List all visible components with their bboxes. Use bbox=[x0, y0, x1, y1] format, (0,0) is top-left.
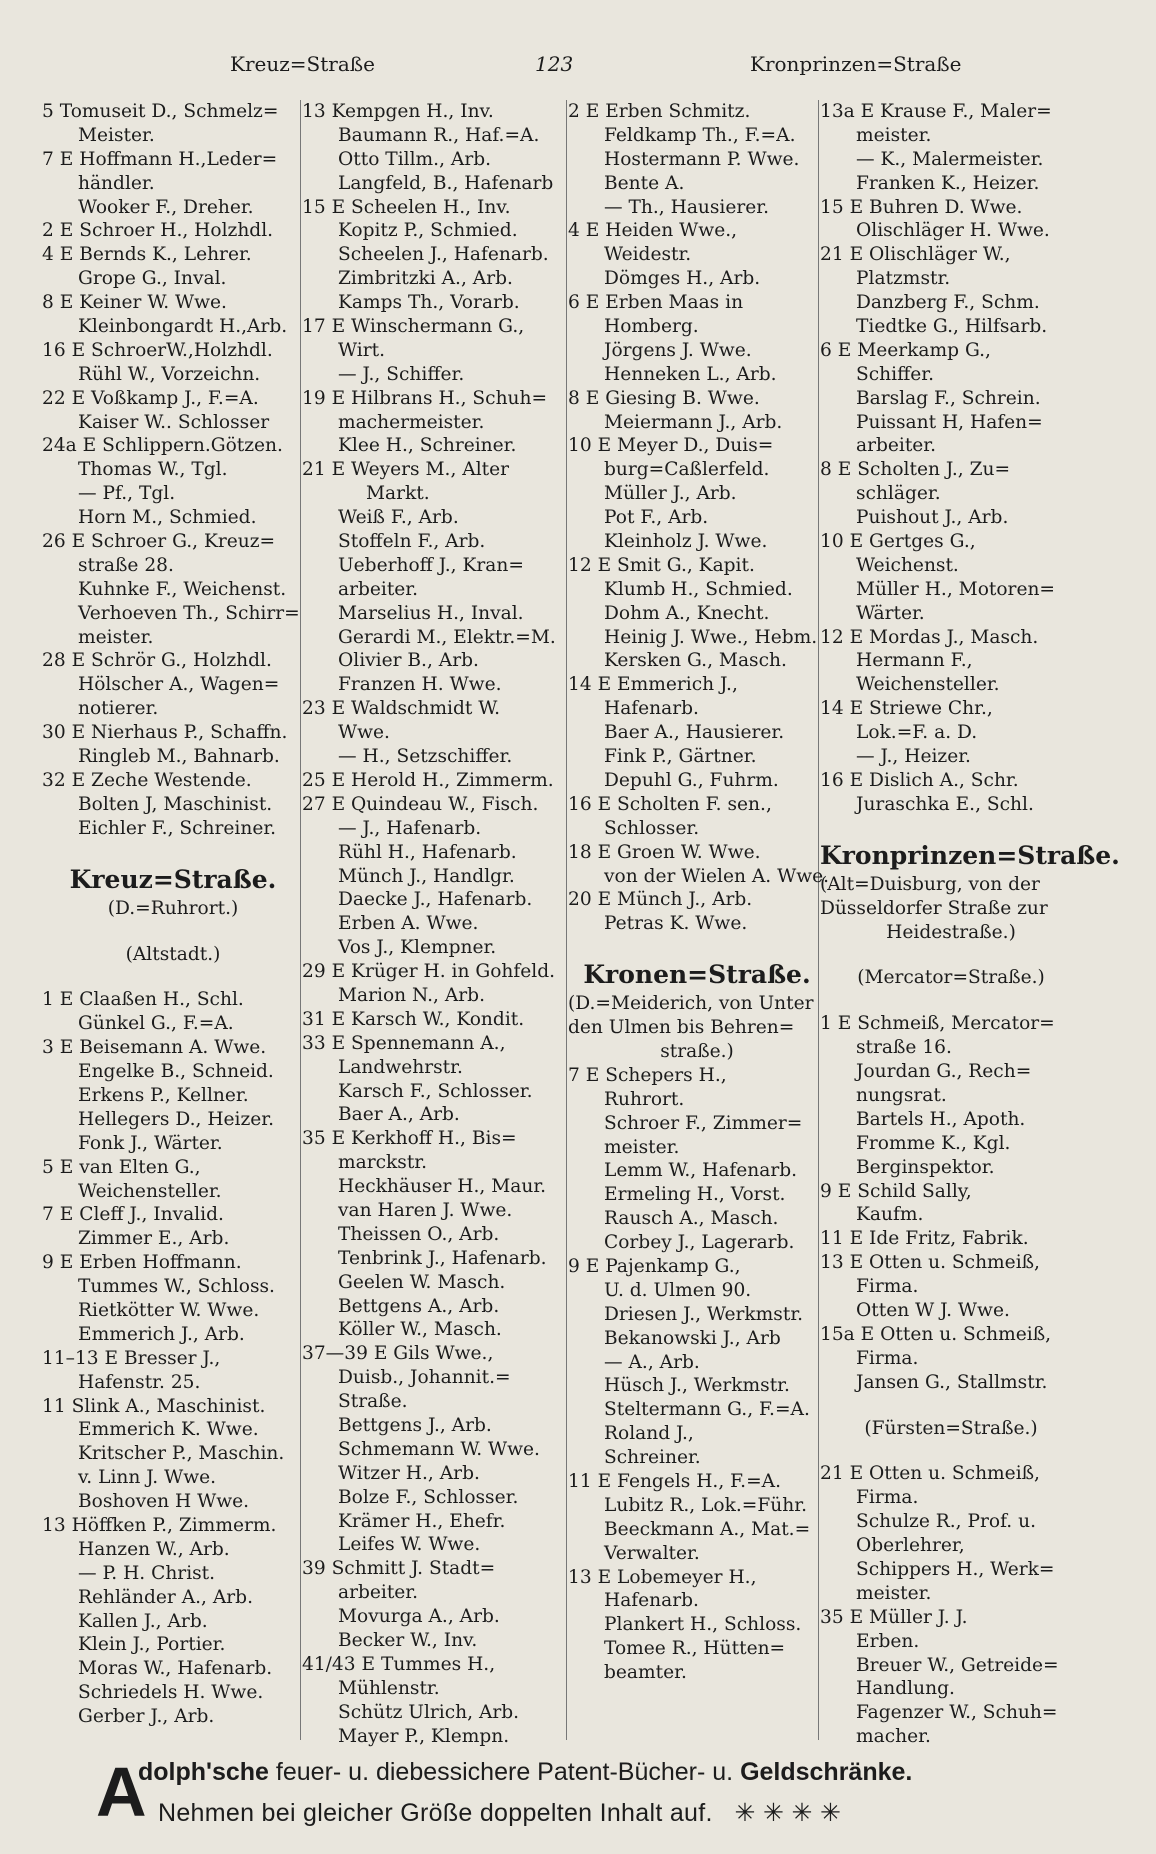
directory-entry-line: Bettgens J., Arb. bbox=[338, 1414, 492, 1436]
directory-entry-line: 7 E Schepers H., bbox=[568, 1064, 727, 1086]
directory-entry-line: Baer A., Hausierer. bbox=[604, 722, 785, 744]
directory-entry-line: Lemm W., Hafenarb. bbox=[604, 1160, 798, 1182]
directory-entry-line: Schütz Ulrich, Arb. bbox=[338, 1701, 520, 1723]
directory-entry-line: Schippers H., Werk= bbox=[856, 1558, 1055, 1580]
directory-entry-line: Franzen H. Wwe. bbox=[338, 674, 502, 696]
directory-entry-line: Rausch A., Masch. bbox=[604, 1208, 779, 1230]
directory-entry-line: Beeckmann A., Mat.= bbox=[604, 1518, 811, 1540]
directory-entry-line: arbeiter. bbox=[338, 578, 419, 600]
directory-entry-line: 12 E Smit G., Kapit. bbox=[568, 554, 755, 576]
directory-entry-line: (D.=Ruhrort.) bbox=[107, 897, 239, 919]
directory-entry-line: Tenbrink J., Hafenarb. bbox=[338, 1247, 547, 1269]
directory-entry-line: Puissant H, Hafen= bbox=[856, 411, 1043, 433]
directory-entry-line: Münch J., Handlgr. bbox=[338, 865, 515, 887]
directory-entry-line: Breuer W., Getreide= bbox=[856, 1654, 1059, 1676]
directory-entry-line: Emmerich J., Arb. bbox=[78, 1323, 245, 1345]
directory-entry-line: Markt. bbox=[366, 483, 430, 505]
directory-entry-line: Rühl W., Vorzeichn. bbox=[78, 363, 261, 385]
directory-entry-line: van Haren J. Wwe. bbox=[338, 1199, 513, 1221]
directory-entry-line: — J., Schiffer. bbox=[338, 363, 465, 385]
directory-entry-line: 10 E Gertges G., bbox=[820, 531, 976, 553]
page-number: 123 bbox=[535, 52, 574, 76]
directory-entry-line: Kuhnke F., Weichenst. bbox=[78, 578, 287, 600]
directory-entry-line: den Ulmen bis Behren= bbox=[568, 1017, 795, 1039]
directory-entry-line: Bolten J, Maschinist. bbox=[78, 793, 273, 815]
directory-entry-line: Kaufm. bbox=[856, 1204, 924, 1226]
directory-entry-line: Klee H., Schreiner. bbox=[338, 435, 517, 457]
directory-entry-line: 4 E Bernds K., Lehrer. bbox=[42, 244, 252, 266]
directory-entry-line: Feldkamp Th., F.=A. bbox=[604, 124, 796, 146]
directory-entry-line: marckstr. bbox=[338, 1152, 428, 1174]
directory-entry-line: Eichler F., Schreiner. bbox=[78, 817, 277, 839]
directory-entry-line: Steltermann G., F.=A. bbox=[604, 1399, 810, 1421]
directory-entry-line: Schiffer. bbox=[856, 363, 935, 385]
directory-entry-line: Heinig J. Wwe., Hebm. bbox=[604, 626, 818, 648]
directory-entry-line: Kopitz P., Schmied. bbox=[338, 220, 518, 242]
directory-entry-line: Pot F., Arb. bbox=[604, 507, 709, 529]
directory-entry-line: Corbey J., Lagerarb. bbox=[604, 1232, 795, 1254]
directory-entry-line: 13 E Lobemeyer H., bbox=[568, 1566, 757, 1588]
directory-entry-line: Petras K. Wwe. bbox=[604, 913, 748, 935]
directory-entry-line: Otto Tillm., Arb. bbox=[338, 148, 492, 170]
directory-entry-line: 11 E Ide Fritz, Fabrik. bbox=[820, 1228, 1029, 1250]
directory-entry-line: — P. H. Christ. bbox=[78, 1562, 216, 1584]
ad-product-text: feuer- u. diebessichere Patent-Bücher- u. bbox=[268, 1758, 741, 1786]
directory-entry-line: 16 E SchroerW.,Holzhdl. bbox=[42, 339, 273, 361]
directory-entry-line: Driesen J., Werkmstr. bbox=[604, 1303, 804, 1325]
directory-entry-line: Hermann F., bbox=[856, 650, 973, 672]
directory-entry-line: Engelke B., Schneid. bbox=[78, 1061, 274, 1083]
directory-entry-line: meister. bbox=[856, 1582, 932, 1604]
directory-entry-line: Juraschka E., Schl. bbox=[856, 793, 1034, 815]
directory-entry-line: Ruhrort. bbox=[604, 1088, 685, 1110]
directory-entry-line: Verhoeven Th., Schirr= bbox=[78, 602, 300, 624]
directory-entry-line: Oberlehrer, bbox=[856, 1535, 965, 1557]
spacer bbox=[820, 990, 1082, 1012]
directory-entry-line: Schmemann W. Wwe. bbox=[338, 1438, 540, 1460]
directory-entry-line: Wooker F., Dreher. bbox=[78, 196, 254, 218]
directory-entry-line: Müller J., Arb. bbox=[604, 483, 737, 505]
directory-entry-line: Hölscher A., Wagen= bbox=[78, 674, 280, 696]
directory-entry-line: Wirt. bbox=[338, 339, 386, 361]
directory-entry-line: Weidestr. bbox=[604, 244, 692, 266]
directory-entry-line: Landwehrstr. bbox=[338, 1056, 463, 1078]
directory-entry-line: Gerardi M., Elektr.=M. bbox=[338, 626, 556, 648]
ad-line-1 bbox=[138, 1758, 912, 1787]
directory-entry-line: Jansen G., Stallmstr. bbox=[856, 1371, 1048, 1393]
directory-entry-line: Marselius H., Inval. bbox=[338, 602, 524, 624]
directory-entry-line: händler. bbox=[78, 172, 155, 194]
directory-entry-line: 15 E Buhren D. Wwe. bbox=[820, 196, 1023, 218]
directory-entry-line: Heidestraße.) bbox=[886, 921, 1016, 943]
directory-entry-line: meister. bbox=[604, 1136, 680, 1158]
directory-entry-line: Handlung. bbox=[856, 1678, 955, 1700]
directory-entry-line: — A., Arb. bbox=[604, 1351, 700, 1373]
directory-entry-line: Fromme K., Kgl. bbox=[856, 1132, 1011, 1154]
directory-entry-line: 35 E Kerkhoff H., Bis= bbox=[302, 1128, 517, 1150]
directory-entry-line: 17 E Winschermann G., bbox=[302, 316, 525, 338]
directory-entry-line: 1 E Schmeiß, Mercator= bbox=[820, 1013, 1055, 1035]
directory-entry-line: Thomas W., Tgl. bbox=[78, 459, 228, 481]
directory-entry-line: Franken K., Heizer. bbox=[856, 172, 1040, 194]
directory-entry-line: Horn M., Schmied. bbox=[78, 507, 257, 529]
directory-entry-line: 8 E Giesing B. Wwe. bbox=[568, 387, 760, 409]
directory-entry-line: Gerber J., Arb. bbox=[78, 1706, 215, 1728]
directory-entry-line: Schreiner. bbox=[604, 1447, 701, 1469]
directory-entry-line: machermeister. bbox=[338, 411, 485, 433]
directory-entry-line: Schlosser. bbox=[604, 817, 700, 839]
directory-entry-line: Homberg. bbox=[604, 316, 699, 338]
header-left-street: Kreuz=Straße bbox=[230, 52, 375, 76]
directory-entry-line: Hostermann P. Wwe. bbox=[604, 148, 800, 170]
directory-entry-line: 5 Tomuseit D., Schmelz= bbox=[42, 101, 279, 122]
directory-entry-line: Erben A. Wwe. bbox=[338, 913, 479, 935]
ad-slogan: Nehmen bei gleicher Größe doppelten Inhalt auf. bbox=[158, 1799, 713, 1827]
directory-entry-line: 24a E Schlippern.Götzen. bbox=[42, 435, 283, 457]
directory-entry-line: Bekanowski J., Arb bbox=[604, 1327, 781, 1349]
directory-entry-line: (Mercator=Straße.) bbox=[857, 967, 1045, 989]
directory-entry-line: 4 E Heiden Wwe., bbox=[568, 220, 738, 242]
directory-entry-line: Stoffeln F., Arb. bbox=[338, 531, 486, 553]
directory-entry-line: Tiedtke G., Hilfsarb. bbox=[856, 316, 1048, 338]
column-4 bbox=[820, 100, 1120, 1749]
directory-entry-line: Plankert H., Schloss. bbox=[604, 1614, 802, 1636]
directory-entry-line: 8 E Scholten J., Zu= bbox=[820, 459, 1011, 481]
directory-entry-line: Firma. bbox=[856, 1487, 919, 1509]
directory-entry-line: Leifes W. Wwe. bbox=[338, 1534, 481, 1556]
directory-entry-line: schläger. bbox=[856, 483, 941, 505]
spacer bbox=[820, 817, 1082, 839]
directory-entry-line: 7 E Cleff J., Invalid. bbox=[42, 1204, 224, 1226]
ad-stars-ornament: ✳ ✳ ✳ ✳ bbox=[734, 1799, 842, 1827]
directory-entry-line: Moras W., Hafenarb. bbox=[78, 1658, 273, 1680]
directory-entry-line: Firma. bbox=[856, 1347, 919, 1369]
directory-entry-line: Witzer H., Arb. bbox=[338, 1462, 480, 1484]
directory-entry-line: Otten W J. Wwe. bbox=[856, 1299, 1010, 1321]
directory-entry-line: Bolze F., Schlosser. bbox=[338, 1486, 519, 1508]
directory-entry-line: Müller H., Motoren= bbox=[856, 578, 1056, 600]
directory-entry-line: Geelen W. Masch. bbox=[338, 1271, 506, 1293]
directory-entry-line: 31 E Karsch W., Kondit. bbox=[302, 1008, 525, 1030]
directory-entry-line: Kallen J., Arb. bbox=[78, 1610, 208, 1632]
directory-entry-line: 33 E Spennemann A., bbox=[302, 1032, 506, 1054]
directory-entry-line: Hanzen W., Arb. bbox=[78, 1538, 230, 1560]
directory-entry-line: 9 E Schild Sally, bbox=[820, 1180, 972, 1202]
directory-entry-line: (Fürsten=Straße.) bbox=[864, 1417, 1038, 1439]
directory-entry-line: 14 E Striewe Chr., bbox=[820, 698, 993, 720]
directory-entry-line: Schroer F., Zimmer= bbox=[604, 1112, 803, 1134]
spacer bbox=[42, 841, 304, 863]
directory-entry-line: Klein J., Portier. bbox=[78, 1634, 226, 1656]
directory-entry-line: Meister. bbox=[78, 124, 155, 146]
directory-entry-line: Olischläger H. Wwe. bbox=[856, 220, 1050, 242]
directory-entry-line: Weichenst. bbox=[856, 554, 959, 576]
spacer bbox=[820, 1440, 1082, 1462]
spacer bbox=[42, 921, 304, 943]
directory-entry-line: 25 E Herold H., Zimmerm. bbox=[302, 769, 554, 791]
directory-entry-line: (Altstadt.) bbox=[125, 943, 221, 965]
directory-entry-line: 35 E Müller J. J. bbox=[820, 1606, 968, 1628]
directory-entry-line: Hellegers D., Heizer. bbox=[78, 1108, 275, 1130]
directory-entry-line: 5 E van Elten G., bbox=[42, 1156, 201, 1178]
header-right-street: Kronprinzen=Straße bbox=[750, 52, 962, 76]
directory-entry-line: Schriedels H. Wwe. bbox=[78, 1682, 264, 1704]
column-2 bbox=[302, 100, 564, 1748]
directory-entry-line: straße 16. bbox=[856, 1037, 952, 1059]
directory-entry-line: Heckhäuser H., Maur. bbox=[338, 1176, 547, 1198]
directory-entry-line: Becker W., Inv. bbox=[338, 1630, 478, 1651]
directory-entry-line: Grope G., Inval. bbox=[78, 268, 227, 290]
directory-entry-line: Lubitz R., Lok.=Führ. bbox=[604, 1494, 807, 1516]
directory-entry-line: Fagenzer W., Schuh= bbox=[856, 1702, 1058, 1724]
directory-entry-line: 16 E Scholten F. sen., bbox=[568, 793, 772, 815]
directory-entry-line: Weichensteller. bbox=[856, 674, 1000, 696]
spacer bbox=[42, 966, 304, 988]
directory-entry-line: — J., Hafenarb. bbox=[338, 817, 482, 839]
street-heading: Kronprinzen=Straße. bbox=[820, 840, 1120, 870]
directory-entry-line: Rühl H., Hafenarb. bbox=[338, 841, 517, 863]
directory-entry-line: Verwalter. bbox=[604, 1542, 700, 1564]
directory-entry-line: Köller W., Masch. bbox=[338, 1319, 502, 1341]
directory-entry-line: — Th., Hausierer. bbox=[604, 196, 770, 218]
directory-entry-line: Zimmer E., Arb. bbox=[78, 1228, 230, 1250]
directory-entry-line: 29 E Krüger H. in Gohfeld. bbox=[302, 961, 556, 983]
directory-entry-line: Jörgens J. Wwe. bbox=[604, 339, 752, 361]
directory-entry-line: Straße. bbox=[338, 1391, 408, 1413]
directory-entry-line: straße 28. bbox=[78, 554, 174, 576]
directory-entry-line: Fink P., Gärtner. bbox=[604, 746, 757, 768]
directory-entry-line: Kersken G., Masch. bbox=[604, 650, 787, 672]
directory-entry-line: Günkel G., F.=A. bbox=[78, 1013, 234, 1035]
directory-entry-line: Wwe. bbox=[338, 722, 390, 744]
ad-product-bold: Geldschränke. bbox=[740, 1758, 913, 1786]
running-header bbox=[90, 52, 1090, 88]
directory-entry-line: v. Linn J. Wwe. bbox=[78, 1467, 217, 1489]
directory-entry-line: Fonk J., Wärter. bbox=[78, 1132, 223, 1154]
directory-entry-line: Hafenarb. bbox=[604, 1590, 699, 1612]
directory-entry-line: 6 E Erben Maas in bbox=[568, 292, 744, 314]
directory-entry-line: Baumann R., Haf.=A. bbox=[338, 124, 540, 146]
directory-entry-line: 13 Höffken P., Zimmerm. bbox=[42, 1514, 277, 1536]
directory-entry-line: Marion N., Arb. bbox=[338, 984, 485, 1006]
directory-entry-line: Tummes W., Schloss. bbox=[78, 1276, 275, 1298]
spacer bbox=[820, 1395, 1082, 1417]
directory-entry-line: macher. bbox=[856, 1726, 931, 1748]
directory-entry-line: 20 E Münch J., Arb. bbox=[568, 889, 753, 911]
directory-entry-line: Dohm A., Knecht. bbox=[604, 602, 770, 624]
ad-line-2 bbox=[158, 1798, 841, 1828]
ad-initial-letter: A bbox=[96, 1753, 147, 1831]
directory-entry-line: Lok.=F. a. D. bbox=[856, 722, 978, 744]
spacer bbox=[820, 944, 1082, 966]
directory-entry-line: 13a E Krause F., Maler= bbox=[820, 101, 1052, 122]
directory-entry-line: Weichensteller. bbox=[78, 1180, 222, 1202]
directory-entry-line: 26 E Schroer G., Kreuz= bbox=[42, 531, 276, 553]
directory-entry-line: — H., Setzschiffer. bbox=[338, 746, 513, 768]
directory-entry-line: arbeiter. bbox=[338, 1582, 419, 1604]
directory-entry-line: 21 E Olischläger W., bbox=[820, 244, 1011, 266]
directory-entry-line: meister. bbox=[78, 626, 154, 648]
directory-entry-line: 21 E Weyers M., Alter bbox=[302, 459, 510, 481]
directory-entry-line: 2 E Schroer H., Holzhdl. bbox=[42, 220, 274, 242]
directory-entry-line: Karsch F., Schlosser. bbox=[338, 1080, 533, 1102]
directory-entry-line: Bente A. bbox=[604, 172, 685, 194]
directory-entry-line: Düsseldorfer Straße zur bbox=[820, 897, 1048, 919]
directory-entry-line: — Pf., Tgl. bbox=[78, 483, 176, 505]
column-divider bbox=[566, 100, 567, 1740]
directory-entry-line: Danzberg F., Schm. bbox=[856, 292, 1040, 314]
directory-entry-line: notierer. bbox=[78, 698, 159, 720]
directory-entry-line: 37—39 E Gils Wwe., bbox=[302, 1343, 494, 1365]
advertisement-footer bbox=[96, 1752, 1086, 1838]
directory-entry-line: Ueberhoff J., Kran= bbox=[338, 554, 524, 576]
directory-entry-line: 2 E Erben Schmitz. bbox=[568, 101, 751, 122]
directory-entry-line: 32 E Zeche Westende. bbox=[42, 769, 252, 791]
directory-entry-line: Rehländer A., Arb. bbox=[78, 1586, 253, 1608]
directory-entry-line: Scheelen J., Hafenarb. bbox=[338, 244, 549, 266]
directory-entry-line: Langfeld, B., Hafenarb bbox=[338, 172, 554, 194]
directory-entry-line: Dömges H., Arb. bbox=[604, 268, 761, 290]
directory-entry-line: Movurga A., Arb. bbox=[338, 1606, 500, 1628]
directory-entry-line: 39 Schmitt J. Stadt= bbox=[302, 1558, 496, 1580]
directory-entry-line: 14 E Emmerich J., bbox=[568, 674, 738, 696]
directory-entry-line: Platzmstr. bbox=[856, 268, 951, 290]
directory-entry-line: Erkens P., Kellner. bbox=[78, 1084, 249, 1106]
directory-entry-line: 22 E Voßkamp J., F.=A. bbox=[42, 387, 259, 409]
directory-entry-line: Mayer P., Klempn. bbox=[338, 1725, 510, 1747]
directory-entry-line: 1 E Claaßen H., Schl. bbox=[42, 989, 244, 1011]
directory-entry-line: 10 E Meyer D., Duis= bbox=[568, 435, 774, 457]
directory-entry-line: 41/43 E Tummes H., bbox=[302, 1653, 496, 1675]
directory-entry-line: Firma. bbox=[856, 1276, 919, 1298]
directory-entry-line: Rietkötter W. Wwe. bbox=[78, 1299, 260, 1321]
directory-entry-line: 27 E Quindeau W., Fisch. bbox=[302, 793, 539, 815]
directory-entry-line: 28 E Schrör G., Holzhdl. bbox=[42, 650, 272, 672]
directory-entry-line: 12 E Mordas J., Masch. bbox=[820, 626, 1039, 648]
directory-entry-line: Roland J., bbox=[604, 1423, 694, 1445]
directory-entry-line: arbeiter. bbox=[856, 435, 937, 457]
directory-entry-line: Ringleb M., Bahnarb. bbox=[78, 746, 280, 768]
directory-entry-line: Boshoven H Wwe. bbox=[78, 1491, 250, 1513]
directory-entry-line: Kritscher P., Maschin. bbox=[78, 1443, 285, 1465]
directory-entry-line: 3 E Beisemann A. Wwe. bbox=[42, 1037, 267, 1059]
directory-entry-line: Hafenarb. bbox=[604, 698, 699, 720]
directory-entry-line: 16 E Dislich A., Schr. bbox=[820, 769, 1019, 791]
directory-entry-line: nungsrat. bbox=[856, 1084, 947, 1106]
street-heading: Kreuz=Straße. bbox=[69, 864, 277, 894]
directory-entry-line: Depuhl G., Fuhrm. bbox=[604, 769, 779, 791]
directory-entry-line: 19 E Hilbrans H., Schuh= bbox=[302, 387, 548, 409]
directory-entry-line: Olivier B., Arb. bbox=[338, 650, 479, 672]
directory-entry-line: Bettgens A., Arb. bbox=[338, 1295, 500, 1317]
directory-entry-line: 18 E Groen W. Wwe. bbox=[568, 841, 761, 863]
directory-entry-line: 13 Kempgen H., Inv. bbox=[302, 101, 494, 122]
directory-entry-line: 15a E Otten u. Schmeiß, bbox=[820, 1323, 1052, 1345]
directory-entry-line: Kamps Th., Vorarb. bbox=[338, 292, 520, 314]
directory-entry-line: Berginspektor. bbox=[856, 1156, 995, 1178]
directory-entry-line: Bartels H., Apoth. bbox=[856, 1108, 1026, 1130]
directory-entry-line: Jourdan G., Rech= bbox=[856, 1061, 1032, 1083]
directory-entry-line: Zimbritzki A., Arb. bbox=[338, 268, 513, 290]
ad-company-name: dolph'sche bbox=[138, 1758, 269, 1786]
directory-entry-line: U. d. Ulmen 90. bbox=[604, 1279, 752, 1301]
directory-entry-line: von der Wielen A. Wwe. bbox=[604, 865, 830, 887]
directory-entry-line: 11–13 E Bresser J., bbox=[42, 1347, 221, 1369]
directory-entry-line: 6 E Meerkamp G., bbox=[820, 339, 991, 361]
directory-entry-line: Mühlenstr. bbox=[338, 1677, 440, 1699]
directory-entry-line: Emmerich K. Wwe. bbox=[78, 1419, 259, 1441]
directory-entry-line: straße.) bbox=[660, 1040, 734, 1062]
directory-entry-line: 9 E Erben Hoffmann. bbox=[42, 1252, 242, 1274]
directory-entry-line: — K., Malermeister. bbox=[856, 148, 1044, 170]
directory-entry-line: Tomee R., Hütten= bbox=[604, 1638, 786, 1660]
directory-entry-line: 21 E Otten u. Schmeiß, bbox=[820, 1463, 1040, 1485]
directory-entry-line: Ermeling H., Vorst. bbox=[604, 1184, 786, 1206]
directory-entry-line: 9 E Pajenkamp G., bbox=[568, 1255, 741, 1277]
directory-entry-line: 11 Slink A., Maschinist. bbox=[42, 1395, 266, 1417]
directory-entry-line: Kaiser W.. Schlosser bbox=[78, 411, 270, 433]
directory-entry-line: Erben. bbox=[856, 1630, 920, 1652]
directory-entry-line: Kleinbongardt H.,Arb. bbox=[78, 316, 288, 338]
directory-entry-line: Wärter. bbox=[856, 602, 925, 624]
directory-entry-line: Vos J., Klempner. bbox=[338, 937, 497, 959]
directory-entry-line: Hüsch J., Werkmstr. bbox=[604, 1375, 790, 1397]
directory-entry-line: 8 E Keiner W. Wwe. bbox=[42, 292, 227, 314]
directory-entry-line: 23 E Waldschmidt W. bbox=[302, 698, 501, 720]
directory-entry-line: Puishout J., Arb. bbox=[856, 507, 1009, 529]
street-heading: Kronen=Straße. bbox=[583, 960, 811, 990]
directory-entry-line: Klumb H., Schmied. bbox=[604, 578, 793, 600]
directory-entry-line: (Alt=Duisburg, von der bbox=[820, 873, 1040, 895]
directory-entry-line: Baer A., Arb. bbox=[338, 1104, 460, 1126]
directory-entry-line: Hafenstr. 25. bbox=[78, 1371, 201, 1393]
directory-entry-line: 13 E Otten u. Schmeiß, bbox=[820, 1252, 1040, 1274]
directory-entry-line: 11 E Fengels H., F.=A. bbox=[568, 1470, 782, 1492]
directory-entry-line: — J., Heizer. bbox=[856, 746, 971, 768]
directory-entry-line: beamter. bbox=[604, 1662, 687, 1684]
directory-entry-line: Meiermann J., Arb. bbox=[604, 411, 783, 433]
directory-entry-line: burg=Caßlerfeld. bbox=[604, 459, 770, 481]
directory-entry-line: Duisb., Johannit.= bbox=[338, 1367, 511, 1389]
directory-entry-line: 15 E Scheelen H., Inv. bbox=[302, 196, 511, 218]
directory-entry-line: Barslag F., Schrein. bbox=[856, 387, 1041, 409]
column-1 bbox=[42, 100, 304, 1729]
directory-entry-line: 7 E Hoffmann H.,Leder= bbox=[42, 148, 278, 170]
directory-entry-line: Daecke J., Hafenarb. bbox=[338, 889, 533, 911]
directory-entry-line: meister. bbox=[856, 124, 932, 146]
directory-entry-line: (D.=Meiderich, von Unter bbox=[568, 993, 814, 1015]
spacer bbox=[568, 936, 826, 958]
directory-entry-line: Theissen O., Arb. bbox=[338, 1223, 500, 1245]
directory-entry-line: Weiß F., Arb. bbox=[338, 507, 459, 529]
directory-entry-line: Kleinholz J. Wwe. bbox=[604, 531, 768, 553]
directory-entry-line: Henneken L., Arb. bbox=[604, 363, 777, 385]
directory-entry-line: Krämer H., Ehefr. bbox=[338, 1510, 506, 1532]
directory-entry-line: 30 E Nierhaus P., Schaffn. bbox=[42, 722, 288, 744]
directory-entry-line: Schulze R., Prof. u. bbox=[856, 1511, 1037, 1533]
column-3 bbox=[568, 100, 830, 1685]
